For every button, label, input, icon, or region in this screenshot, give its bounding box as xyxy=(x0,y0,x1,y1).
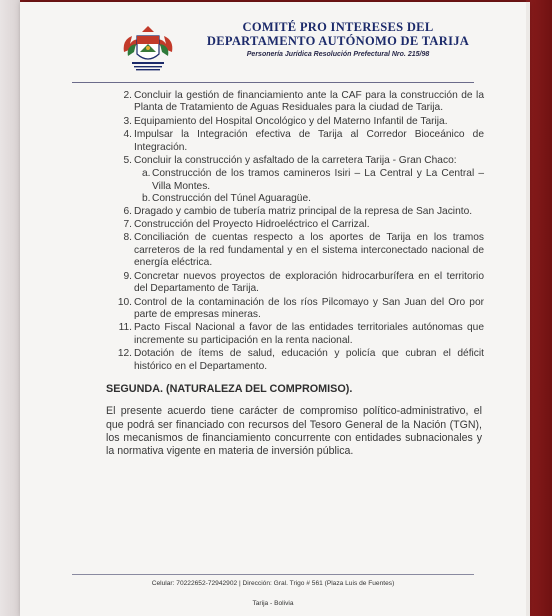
item-number: 5. xyxy=(123,155,132,167)
section-heading: SEGUNDA. (NATURALEZA DEL COMPROMISO). xyxy=(106,382,353,395)
page-edge xyxy=(526,2,530,616)
item-number: 2. xyxy=(123,90,132,101)
item-text: Concluir la construcción y asfaltado de la carretera Tarija - Gran Chaco: xyxy=(134,155,457,167)
list-item xyxy=(98,271,484,296)
item-text: Concluir la gestión de financiamiento ante la CAF para la construcción de la Planta de Tratamiento de Aguas Residuales para la ciudad de Tarija. xyxy=(134,90,484,114)
left-backdrop xyxy=(0,0,20,616)
list-item xyxy=(98,90,484,115)
footer-contact: Celular: 70222652-72942902 | Dirección: Gral. Trigo # 561 (Plaza Luis de Fuentes) xyxy=(151,580,395,587)
item-number: 8. xyxy=(123,232,132,244)
list-item xyxy=(98,206,484,218)
org-title-line2: DEPARTAMENTO AUTÓNOMO DE TARIJA xyxy=(206,34,470,48)
letterhead-text xyxy=(188,20,488,58)
letterhead xyxy=(20,2,526,84)
item-number: 12. xyxy=(117,348,132,360)
committee-seal-icon xyxy=(120,22,176,76)
list-item xyxy=(98,155,484,167)
legal-registration: Personería Jurídica Resolución Prefectural Nro. 215/98 xyxy=(246,51,430,58)
list-item xyxy=(98,297,484,322)
section-paragraph: El presente acuerdo tiene carácter de compromiso político-administrativo, el que podrá ser financiado con recursos del Tesoro General de la Nación (TGN), los mecanismos de financiamiento concurrente con entidades subnacionales y la normativa vigente en materia de inversión pública. xyxy=(106,405,482,457)
footer-city: Tarija - Bolivia xyxy=(252,600,294,607)
list-item xyxy=(98,129,484,154)
item-text: Concretar nuevos proyectos de exploración hidrocarburífera en el territorio del Departamento de Tarija. xyxy=(134,270,484,295)
list-item xyxy=(98,348,484,373)
org-title-line1: COMITÉ PRO INTERESES DEL xyxy=(242,20,434,34)
item-number: 6. xyxy=(123,205,132,217)
list-item xyxy=(98,232,484,269)
item-text: Dotación de ítems de salud, educación y policía que cubran el déficit histórico en el Departamento. xyxy=(134,348,484,372)
item-text: Pacto Fiscal Nacional a favor de las entidades territoriales autónomas que incremente su participación en la renta nacional. xyxy=(134,322,484,346)
sub-item-letter: a. xyxy=(142,168,151,180)
item-text: Conciliación de cuentas respecto a los aportes de Tarija en los tramos carreteros de la red fundamental y en el sistema interconectado nacional de energía eléctrica. xyxy=(134,232,484,269)
item-number: 11. xyxy=(118,322,132,334)
document-page xyxy=(20,2,526,616)
document-body xyxy=(98,90,484,458)
sub-item-letter: b. xyxy=(142,193,151,205)
item-text: Impulsar la Integración efectiva de Tarija al Corredor Bioceánico de Integración. xyxy=(134,129,484,153)
list-item xyxy=(98,116,484,128)
sub-list-item xyxy=(98,168,484,193)
footer-divider xyxy=(72,574,474,575)
item-number: 4. xyxy=(123,129,132,141)
item-text: Control de la contaminación de los ríos Pilcomayo y San Juan del Oro por parte de empresas mineras. xyxy=(134,296,484,320)
item-number: 10. xyxy=(117,296,132,308)
sub-item-text: Construcción del Túnel Aguaragüe. xyxy=(152,193,311,205)
item-number: 9. xyxy=(123,270,132,282)
item-text: Dragado y cambio de tubería matriz principal de la represa de San Jacinto. xyxy=(134,205,473,217)
sub-item-text: Construcción de los tramos camineros Isiri – La Central y La Central – Villa Montes. xyxy=(152,168,484,192)
sub-list-item xyxy=(98,193,484,205)
item-text: Construcción del Proyecto Hidroeléctrico el Carrizal. xyxy=(134,219,370,231)
list-item xyxy=(98,322,484,347)
item-number: 3. xyxy=(123,115,132,127)
list-item xyxy=(98,219,484,231)
item-number: 7. xyxy=(123,219,132,231)
item-text: Equipamiento del Hospital Oncológico y del Materno Infantil de Tarija. xyxy=(134,115,448,127)
header-divider xyxy=(72,82,474,83)
